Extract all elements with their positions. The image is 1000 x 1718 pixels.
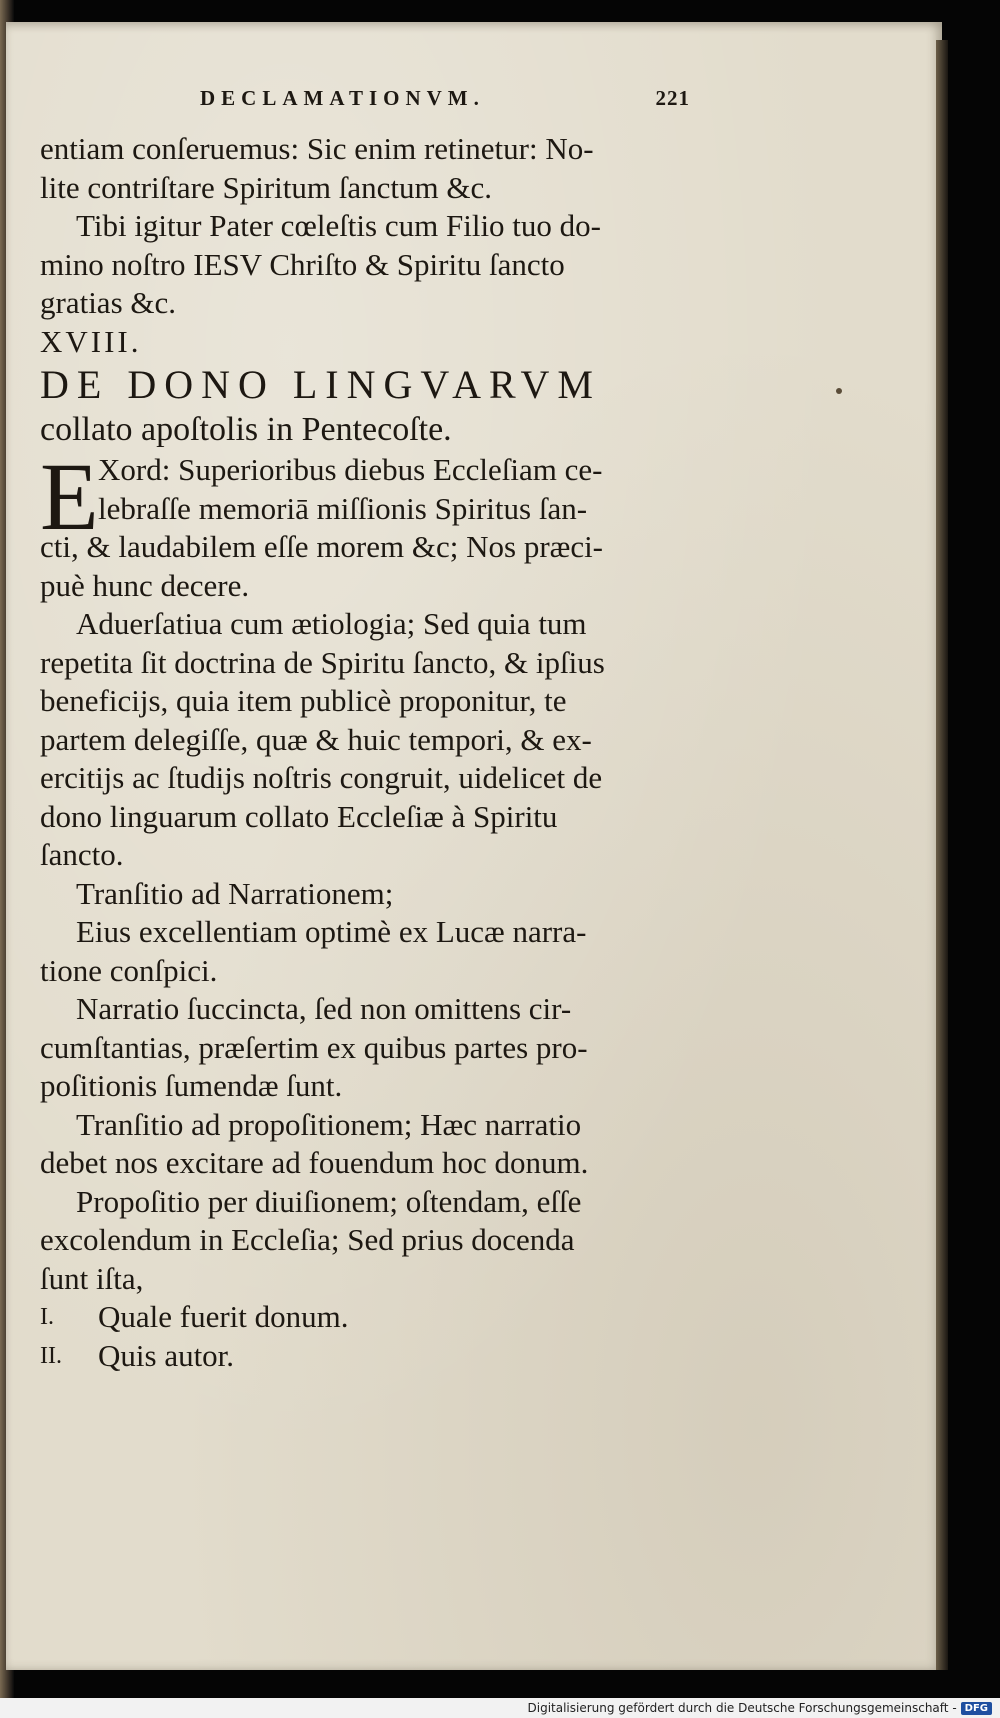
text-line: puè hunc decere. bbox=[40, 567, 250, 603]
text-line: excolendum in Eccleſia; Sed prius docenda bbox=[40, 1222, 575, 1257]
text-line: ſancto. bbox=[40, 837, 124, 872]
paragraph-continuation bbox=[40, 130, 690, 207]
page-edge-shadow bbox=[936, 40, 948, 1670]
paragraph-aduersatiua bbox=[40, 605, 690, 875]
text-line: partem delegiſſe, quæ & huic tempori, & ex- bbox=[40, 721, 592, 757]
text-line: gratias &c. bbox=[40, 285, 177, 320]
text-line: entiam conſeruemus: Sic enim retinetur: No- bbox=[40, 131, 594, 166]
text-line: repetita ſit doctrina de Spiritu ſancto, & ipſius bbox=[40, 644, 605, 680]
ink-speck bbox=[836, 388, 842, 394]
text-line: Eius excellentiam optimè ex Lucæ narra- bbox=[76, 914, 587, 949]
list-number: II. bbox=[40, 1342, 62, 1369]
exordium-continued bbox=[40, 528, 690, 605]
text-line: ſunt iſta, bbox=[40, 1260, 144, 1296]
footer-credit-text: Digitalisierung gefördert durch die Deutsche Forschungsgemeinschaft - bbox=[527, 1701, 957, 1715]
list-item bbox=[40, 1337, 690, 1376]
text-line: poſitionis ſumendæ ſunt. bbox=[40, 1068, 343, 1103]
list-number: I. bbox=[40, 1304, 54, 1330]
text-line: Xord: Superioribus diebus Eccleſiam ce- bbox=[98, 452, 603, 487]
paragraph-narratio bbox=[40, 990, 690, 1106]
text-line: Tibi igitur Pater cœleſtis cum Filio tuo do- bbox=[76, 208, 601, 243]
paragraph-propositio bbox=[40, 1183, 690, 1299]
text-line: lebraſſe memoriā miſſionis Spiritus ſan- bbox=[98, 490, 588, 526]
running-head-title: DECLAMATIONVM. bbox=[200, 86, 485, 110]
text-line: debet nos excitare ad fouendum hoc donum. bbox=[40, 1145, 589, 1180]
dfg-logo-icon: DFG bbox=[961, 1702, 992, 1715]
digitization-footer bbox=[0, 1698, 1000, 1718]
section-subheading: collato apoſtolis in Pentecoſte. bbox=[40, 411, 452, 448]
text-line: mino noſtro IESV Chriſto & Spiritu ſancto bbox=[40, 246, 565, 282]
text-line: tione conſpici. bbox=[40, 952, 218, 988]
text-line: cumſtantias, præſertim ex quibus partes pro- bbox=[40, 1029, 588, 1065]
running-head bbox=[40, 86, 690, 116]
list-item bbox=[40, 1298, 690, 1337]
section-numeral: XVIII. bbox=[40, 323, 142, 359]
paragraph-tibi bbox=[40, 207, 690, 323]
drop-cap: E bbox=[40, 443, 99, 550]
text-line: beneficijs, quia item publicè proponitur, te bbox=[40, 683, 567, 718]
page-body bbox=[40, 130, 690, 1375]
page-number: 221 bbox=[655, 86, 690, 110]
text-line: Aduerſatiua cum ætiologia; Sed quia tum bbox=[76, 606, 587, 641]
list-text: Quale fuerit donum. bbox=[98, 1299, 349, 1334]
paragraph-transitio-narratio bbox=[40, 875, 690, 914]
text-line: ercitijs ac ſtudijs noſtris congruit, uidelicet de bbox=[40, 760, 603, 795]
text-line: Narratio ſuccincta, ſed non omittens cir- bbox=[76, 991, 572, 1026]
text-line: Tranſitio ad propoſitionem; Hæc narratio bbox=[76, 1106, 582, 1142]
text-line: dono linguarum collato Eccleſiæ à Spiritu bbox=[40, 798, 558, 834]
text-line: Propoſitio per diuiſionem; oſtendam, eſſe bbox=[76, 1183, 582, 1219]
paragraph-transitio-propositio bbox=[40, 1106, 690, 1183]
text-line: lite contriſtare Spiritum ſanctum &c. bbox=[40, 169, 492, 205]
text-line: cti, & laudabilem eſſe morem &c; Nos præci- bbox=[40, 529, 604, 564]
section-heading: DE DONO LINGVARVM bbox=[40, 362, 601, 407]
text-line: Tranſitio ad Narrationem; bbox=[76, 875, 394, 911]
list-text: Quis autor. bbox=[98, 1337, 235, 1373]
paragraph-eius bbox=[40, 913, 690, 990]
